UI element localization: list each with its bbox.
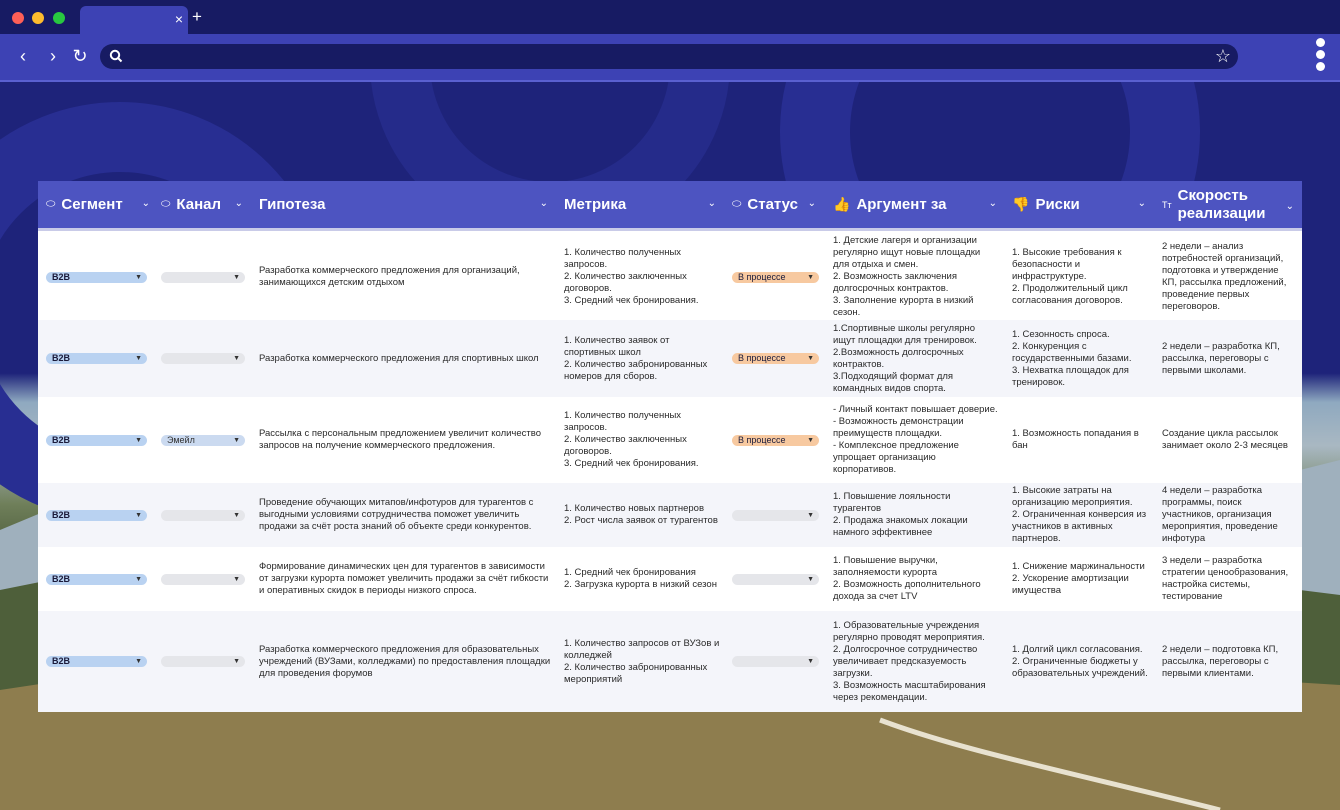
argument-text: 1.Спортивные школы регулярно ищут площадки для тренировок. 2.Возможность долгосрочных контрактов. 3.Подходящий формат для командных видов спорта. — [833, 322, 977, 394]
speed-text: Создание цикла рассылок занимает около 2-3 месяцев — [1162, 428, 1288, 451]
cell-channel — [161, 397, 253, 483]
column-header-argument[interactable] — [833, 181, 1005, 228]
speed-text: 4 недели – разработка программы, поиск участников, организация мероприятия, проведение инфотура — [1162, 485, 1278, 544]
chevron-down-icon[interactable]: ⌄ — [707, 198, 716, 209]
chevron-down-icon[interactable]: ⌄ — [539, 198, 548, 209]
speed-text: 2 недели – разработка КП, рассылка, переговоры с первыми школами. — [1162, 340, 1280, 376]
table-row[interactable] — [38, 397, 1302, 483]
thumbs-down-icon: 👎 — [1012, 196, 1030, 212]
table-row[interactable] — [38, 547, 1302, 611]
cell-argument[interactable] — [833, 320, 1003, 397]
cell-speed[interactable] — [1162, 611, 1300, 712]
dropdown-arrow-icon[interactable]: ▼ — [135, 511, 142, 519]
address-bar[interactable] — [100, 44, 1238, 69]
cell-risks[interactable] — [1012, 234, 1158, 320]
cell-metric[interactable] — [564, 547, 727, 611]
cell-speed[interactable] — [1162, 234, 1300, 320]
cell-risks[interactable] — [1012, 611, 1158, 712]
column-label: Аргумент за — [856, 196, 947, 213]
cell-argument[interactable] — [833, 611, 1003, 712]
table-header — [38, 181, 1302, 231]
dropdown-arrow-icon[interactable]: ▼ — [233, 658, 240, 665]
cell-segment — [46, 547, 158, 611]
cell-argument[interactable] — [833, 234, 1003, 320]
back-button[interactable]: ‹ — [20, 46, 26, 66]
thumbs-up-icon: 👍 — [833, 196, 851, 212]
segment-value: B2B — [52, 434, 71, 445]
table-row[interactable] — [38, 320, 1302, 397]
column-header-hypothesis[interactable] — [259, 181, 556, 228]
browser-menu-icon[interactable] — [1314, 38, 1326, 74]
close-window-button[interactable] — [12, 12, 24, 24]
hypothesis-text: Разработка коммерческого предложения для организаций, занимающихся детским отдыхом — [259, 265, 520, 288]
cell-hypothesis[interactable] — [259, 320, 559, 397]
argument-text: 1. Образовательные учреждения регулярно проводят мероприятия. 2. Долгосрочное сотрудничество увеличивает предсказуемость загрузки. 3. Возможность масштабирования через рекомендации. — [833, 619, 986, 703]
argument-text: - Личный контакт повышает доверие. - Возможность демонстрации преимуществ площадки. - Комплексное предложение упрощает организацию корпоративов. — [833, 404, 998, 475]
cell-status — [732, 320, 824, 397]
hypothesis-text: Рассылка с персональным предложением увеличит количество запросов на получение коммерческого предложения. — [259, 428, 541, 451]
channel-select[interactable] — [161, 353, 245, 364]
speed-text: 2 недели – подготовка КП, рассылка, переговоры с первыми клиентами. — [1162, 643, 1279, 679]
speed-text: 3 недели – разработка стратегии ценообразования, настройка системы, тестирование — [1162, 555, 1289, 602]
browser-tab-bar — [0, 0, 1340, 34]
cell-risks[interactable] — [1012, 320, 1158, 397]
dropdown-arrow-icon[interactable]: ▼ — [807, 273, 814, 281]
argument-text: 1. Повышение выручки, заполняемости курорта 2. Возможность дополнительного дохода за счет LTV — [833, 555, 981, 602]
cell-status — [732, 547, 824, 611]
table-row[interactable] — [38, 611, 1302, 712]
segment-select[interactable] — [46, 272, 147, 283]
table-row[interactable] — [38, 483, 1302, 547]
column-header-segment[interactable] — [46, 181, 158, 228]
browser-nav-bar — [0, 34, 1340, 80]
table-row[interactable] — [38, 234, 1302, 320]
tag-icon: ⬭ — [732, 198, 742, 210]
cell-hypothesis[interactable] — [259, 397, 559, 483]
tag-icon: ⬭ — [46, 198, 56, 210]
cell-status — [732, 483, 824, 547]
dropdown-arrow-icon[interactable]: ▼ — [233, 511, 240, 519]
cell-hypothesis[interactable] — [259, 483, 559, 547]
cell-metric[interactable] — [564, 397, 727, 483]
column-header-status[interactable] — [732, 181, 824, 228]
column-label: Сегмент — [61, 196, 123, 213]
segment-value: B2B — [52, 656, 71, 666]
hypothesis-text: Формирование динамических цен для турагентов в зависимости от загрузки курорта поможет увеличить продажи за счёт гибкости и оперативных скидок в периоды низкого спроса. — [259, 561, 549, 596]
risks-text: 1. Снижение маржинальности 2. Ускорение амортизации имущества — [1012, 561, 1145, 596]
dropdown-arrow-icon[interactable]: ▼ — [135, 658, 142, 665]
channel-select[interactable] — [161, 656, 245, 667]
segment-value: B2B — [52, 271, 71, 282]
cell-segment — [46, 483, 158, 547]
cell-speed[interactable] — [1162, 397, 1300, 483]
cell-status — [732, 234, 824, 320]
segment-select[interactable] — [46, 656, 147, 667]
argument-text: 1. Повышение лояльности турагентов 2. Продажа знакомых локации намного эффективнее — [833, 491, 968, 538]
metric-text: 1. Количество полученных запросов. 2. Количество заключенных договоров. 3. Средний чек бронирования. — [564, 410, 699, 469]
column-header-speed[interactable] — [1162, 181, 1302, 228]
argument-text: 1. Детские лагеря и организации регулярно ищут новые площадки для отдыха и смен. 2. Возможность заключения долгосрочных контрактов. 3. Заполнение курорта в низкий сезон. — [833, 235, 981, 318]
dropdown-arrow-icon[interactable]: ▼ — [233, 575, 240, 583]
dropdown-arrow-icon[interactable]: ▼ — [233, 436, 240, 444]
column-label: Канал — [176, 196, 222, 213]
risks-text: 1. Высокие требования к безопасности и инфраструктуре. 2. Продолжительный цикл согласования договоров. — [1012, 247, 1128, 306]
minimize-window-button[interactable] — [32, 12, 44, 24]
metric-text: 1. Количество новых партнеров 2. Рост числа заявок от турагентов — [564, 503, 718, 526]
risks-text: 1. Сезонность спроса. 2. Конкуренция с государственными базами. 3. Нехватка площадок для тренировок. — [1012, 328, 1132, 388]
dropdown-arrow-icon[interactable]: ▼ — [807, 511, 814, 519]
channel-value: Эмейл — [167, 434, 195, 445]
maximize-window-button[interactable] — [53, 12, 65, 24]
cell-hypothesis[interactable] — [259, 611, 559, 712]
segment-select[interactable] — [46, 510, 147, 521]
cell-metric[interactable] — [564, 320, 727, 397]
cell-segment — [46, 320, 158, 397]
forward-button[interactable]: › — [50, 46, 56, 66]
dropdown-arrow-icon[interactable]: ▼ — [807, 355, 814, 362]
cell-argument[interactable] — [833, 483, 1003, 547]
cell-channel — [161, 547, 253, 611]
status-select[interactable] — [732, 656, 819, 667]
dropdown-arrow-icon[interactable]: ▼ — [135, 355, 142, 362]
bookmark-star-icon[interactable]: ☆ — [1214, 46, 1231, 66]
metric-text: 1. Средний чек бронирования 2. Загрузка курорта в низкий сезон — [564, 567, 717, 590]
cell-speed[interactable] — [1162, 483, 1300, 547]
cell-channel — [161, 611, 253, 712]
dropdown-arrow-icon[interactable]: ▼ — [135, 575, 142, 583]
status-value: В процессе — [738, 434, 786, 445]
metric-text: 1. Количество запросов от ВУЗов и колледжей 2. Количество забронированных мероприятий — [564, 637, 720, 685]
cell-risks[interactable] — [1012, 483, 1158, 547]
segment-value: B2B — [52, 353, 71, 363]
reload-button[interactable]: ↻ — [72, 46, 88, 66]
status-value: В процессе — [738, 353, 786, 363]
search-icon — [109, 49, 123, 63]
chevron-down-icon[interactable]: ⌄ — [1137, 198, 1146, 209]
cell-hypothesis[interactable] — [259, 234, 559, 320]
browser-tab[interactable] — [80, 6, 188, 34]
dropdown-arrow-icon[interactable]: ▼ — [135, 436, 142, 444]
hypothesis-text: Проведение обучающих митапов/инфотуров для турагентов с выгодными условиями сотрудничества поможет увеличить продажи за счёт роста знаний об объекте среди конкурентов. — [259, 497, 534, 532]
new-tab-button[interactable]: + — [192, 7, 202, 26]
column-label: Скорость реализации — [1177, 186, 1266, 222]
dropdown-arrow-icon[interactable]: ▼ — [807, 658, 814, 665]
cell-channel — [161, 234, 253, 320]
cell-risks[interactable] — [1012, 547, 1158, 611]
cell-segment — [46, 397, 158, 483]
column-label: Метрика — [564, 196, 627, 213]
column-label: Гипотеза — [259, 196, 326, 213]
risks-text: 1. Возможность попадания в бан — [1012, 428, 1139, 451]
close-tab-icon[interactable]: × — [174, 11, 183, 27]
column-header-metric[interactable] — [564, 181, 724, 228]
cell-metric[interactable] — [564, 611, 727, 712]
chevron-down-icon[interactable]: ⌄ — [141, 198, 150, 209]
risks-text: 1. Долгий цикл согласования. 2. Ограниченные бюджеты у образовательных учреждений. — [1012, 643, 1148, 679]
status-select[interactable] — [732, 353, 819, 364]
cell-metric[interactable] — [564, 483, 727, 547]
cell-status — [732, 611, 824, 712]
cell-speed[interactable] — [1162, 547, 1300, 611]
dropdown-arrow-icon[interactable]: ▼ — [233, 273, 240, 281]
cell-argument[interactable] — [833, 547, 1003, 611]
metric-text: 1. Количество полученных запросов. 2. Количество заключенных договоров. 3. Средний чек бронирования. — [564, 247, 699, 306]
risks-text: 1. Высокие затраты на организацию мероприятия. 2. Ограниченная конверсия из участников в активных партнеров. — [1012, 485, 1147, 544]
hypothesis-text: Разработка коммерческого предложения для спортивных школ — [259, 352, 539, 364]
dropdown-arrow-icon[interactable]: ▼ — [807, 436, 814, 444]
cell-hypothesis[interactable] — [259, 547, 559, 611]
chevron-down-icon[interactable]: ⌄ — [1285, 201, 1294, 212]
status-value: В процессе — [738, 271, 786, 282]
column-label: Риски — [1035, 196, 1080, 213]
text-type-icon: Тт — [1162, 199, 1172, 210]
status-select[interactable] — [732, 574, 819, 585]
segment-value: B2B — [52, 509, 71, 520]
channel-select[interactable] — [161, 272, 245, 283]
chevron-down-icon[interactable]: ⌄ — [234, 198, 243, 209]
cell-risks[interactable] — [1012, 397, 1158, 483]
status-select[interactable] — [732, 510, 819, 521]
channel-select[interactable] — [161, 510, 245, 521]
segment-value: B2B — [52, 573, 71, 584]
segment-select[interactable] — [46, 435, 147, 446]
dropdown-arrow-icon[interactable]: ▼ — [233, 355, 240, 362]
segment-select[interactable] — [46, 353, 147, 364]
dropdown-arrow-icon[interactable]: ▼ — [135, 273, 142, 281]
hypotheses-table — [38, 181, 1302, 712]
column-header-risks[interactable] — [1012, 181, 1154, 228]
channel-select[interactable] — [161, 574, 245, 585]
column-header-channel[interactable] — [161, 181, 251, 228]
cell-segment — [46, 234, 158, 320]
hypothesis-text: Разработка коммерческого предложения для образовательных учреждений (ВУЗами, колледжами) по предоставления площадки для проведения форумов — [259, 643, 551, 679]
segment-select[interactable] — [46, 574, 147, 585]
speed-text: 2 недели – анализ потребностей организаций, подготовка и утверждение КП, рассылка предложений, проведение первых переговоров. — [1162, 241, 1287, 312]
column-label: Статус — [747, 196, 798, 213]
dropdown-arrow-icon[interactable]: ▼ — [807, 575, 814, 583]
channel-select[interactable] — [161, 435, 245, 446]
status-select[interactable] — [732, 435, 819, 446]
cell-channel — [161, 483, 253, 547]
cell-segment — [46, 611, 158, 712]
tag-icon: ⬭ — [161, 198, 171, 210]
cell-argument[interactable] — [833, 397, 1003, 483]
status-select[interactable] — [732, 272, 819, 283]
metric-text: 1. Количество заявок от спортивных школ 2. Количество забронированных номеров для сборов. — [564, 334, 708, 382]
chevron-down-icon[interactable]: ⌄ — [988, 198, 997, 209]
chevron-down-icon[interactable]: ⌄ — [807, 198, 816, 209]
cell-metric[interactable] — [564, 234, 727, 320]
cell-speed[interactable] — [1162, 320, 1300, 397]
cell-channel — [161, 320, 253, 397]
cell-status — [732, 397, 824, 483]
